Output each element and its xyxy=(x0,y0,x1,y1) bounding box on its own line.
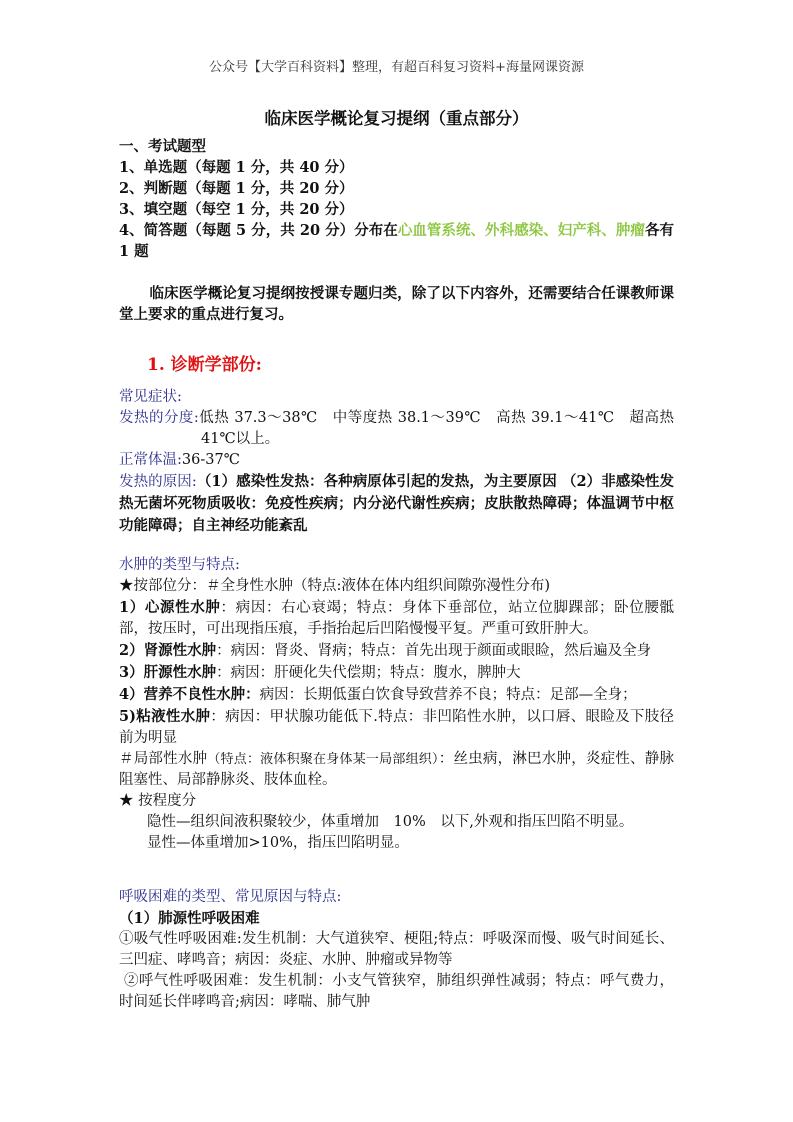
edema-by-site: ★按部位分：＃全身性水肿（特点:液体在体内组织间隙弥漫性分布) xyxy=(119,578,551,594)
page-title: 临床医学概论复习提纲（重点部分） xyxy=(264,109,529,128)
section-heading-text: 1. 诊断学部份: xyxy=(147,355,262,375)
edema-type xyxy=(119,640,674,662)
edema-local-note: （特点：液体积聚在身体某一局部组织） xyxy=(207,752,439,767)
exam-item4-suffix: 各有 1 题 xyxy=(119,222,675,260)
edema-type-name: 4）营养不良性水肿： xyxy=(119,686,260,703)
edema-type-text: ：病因：右心衰竭；特点：身体下垂部位，站立位脚踝部；卧位腰骶部，按压时，可出现指压痕，手指抬起后凹陷慢慢平复。严重可致肝肿大。 xyxy=(119,600,674,637)
edema-degree-item: 显性—体重增加>10%，指压凹陷明显。 xyxy=(147,835,409,851)
normal-temp-label: 正常体温: xyxy=(119,452,182,468)
edema-type-text: ：病因：甲状腺功能低下.特点：非凹陷性水肿，以口唇、眼睑及下肢径前为明显 xyxy=(119,709,675,746)
edema-type xyxy=(119,706,674,749)
edema-type-text: ：病因：肝硬化失代偿期；特点：腹水，脾肿大 xyxy=(216,665,521,681)
fever-cause-label: 发热的原因: xyxy=(119,474,197,490)
edema-by-degree: ★ 按程度分 xyxy=(119,793,197,809)
fever-cause xyxy=(119,471,674,537)
section-heading xyxy=(119,355,674,377)
dyspnea-item: ①吸气性呼吸困难:发生机制：大气道狭窄、梗阻;特点：呼吸深而慢、吸气时间延长、三凹症、哮鸣音；病因：炎症、水肿、肿瘤或异物等 xyxy=(119,931,674,968)
edema-type xyxy=(119,597,674,640)
header-note: 公众号【大学百科资料】整理，有超百科复习资料+海量网课资源 xyxy=(209,60,584,75)
edema-type-name: 2）肾源性水肿 xyxy=(119,642,217,659)
exam-types xyxy=(119,136,674,262)
edema-type-name: 3）肝源性水肿 xyxy=(119,664,217,681)
exam-item4-prefix: 4、简答题（每题 5 分，共 20 分）分布在 xyxy=(119,222,398,239)
edema-type-name: 5)粘液性水肿 xyxy=(119,708,211,725)
fever-grade-text: 低热 37.3～38℃ 中等度热 38.1～39℃ 高热 39.1～41℃ 超高热 41℃以上。 xyxy=(198,410,675,447)
edema-type xyxy=(119,662,674,684)
normal-temp-text: 36-37℃ xyxy=(181,452,240,468)
edema-local-text: ：丝虫病，淋巴水肿，炎症性、静脉阻塞性、局部静脉炎、肢体血栓。 xyxy=(119,751,674,788)
edema-degree-item: 隐性—组织间液积聚较少，体重增加 10% 以下,外观和指压凹陷不明显。 xyxy=(147,814,634,830)
dyspnea-heading: 呼吸困难的类型、常见原因与特点: xyxy=(119,889,342,905)
dyspnea-item: ②呼气性呼吸困难：发生机制：小支气管狭窄，肺组织弹性减弱；特点：呼气费力，时间延长伴哮鸣音;病因：哮喘、肺气肿 xyxy=(119,973,675,1010)
edema-type-name: 1）心源性水肿 xyxy=(119,599,221,616)
intro-paragraph: 临床医学概论复习提纲按授课专题归类，除了以下内容外，还需要结合任课教师课堂上要求的重点进行复习。 xyxy=(119,285,674,323)
exam-item xyxy=(119,220,674,262)
edema-local xyxy=(119,749,674,791)
edema-section xyxy=(119,555,674,854)
symptoms-label: 常见症状: xyxy=(119,389,182,405)
fever-grade-label: 发热的分度: xyxy=(119,410,199,426)
dyspnea-section xyxy=(119,887,674,1013)
fever-grade xyxy=(119,408,674,450)
edema-type-text: ：病因：肾炎、肾病；特点：首先出现于颜面或眼睑，然后遍及全身 xyxy=(216,643,652,659)
edema-type-text: 病因：长期低蛋白饮食导致营养不良；特点：足部—全身； xyxy=(259,687,637,703)
normal-temp xyxy=(119,450,674,471)
exam-item4-highlight: 心血管系统、外科感染、妇产科、肿瘤 xyxy=(397,222,645,239)
fever-cause-text: （1）感染性发热：各种病原体引起的发热，为主要原因 （2）非感染性发热无菌坏死物质吸收：免疫性疾病；内分泌代谢性疾病；皮肤散热障碍；体温调节中枢功能障碍；自主神经功能紊乱 xyxy=(119,473,674,534)
dyspnea-subheading: （1）肺源性呼吸困难 xyxy=(119,910,260,927)
edema-heading: 水肿的类型与特点: xyxy=(119,557,240,573)
edema-local-prefix: ＃局部性水肿 xyxy=(119,751,208,767)
edema-type xyxy=(119,684,674,706)
exam-heading: 一、考试题型 xyxy=(119,138,206,155)
diagnosis-section xyxy=(119,387,674,537)
exam-item: 1、单选题（每题 1 分，共 40 分） xyxy=(119,159,354,176)
exam-item: 2、判断题（每题 1 分，共 20 分） xyxy=(119,180,354,197)
exam-item: 3、填空题（每空 1 分，共 20 分） xyxy=(119,201,354,218)
